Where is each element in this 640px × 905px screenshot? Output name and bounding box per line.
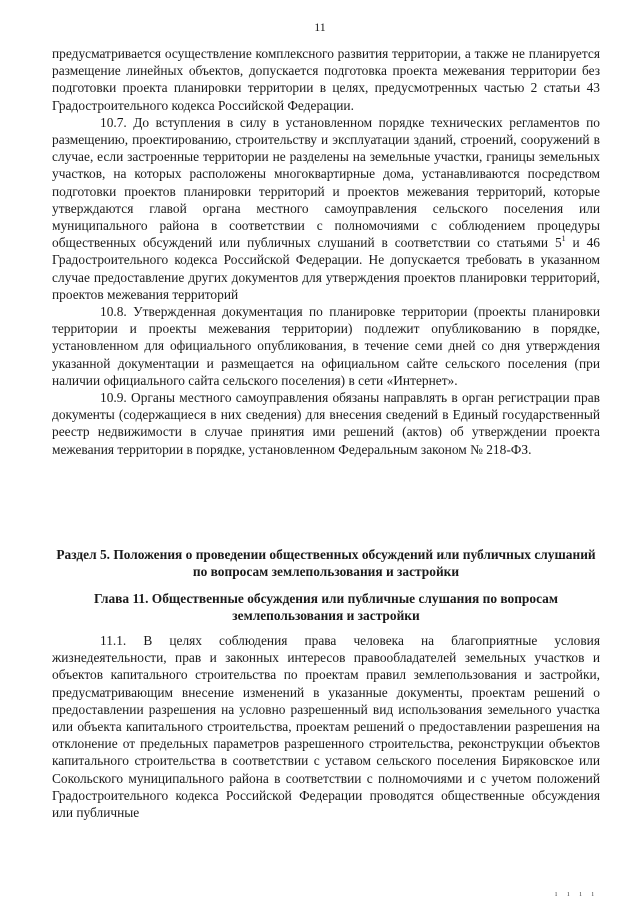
paragraph-11-1: 11.1. В целях соблюдения права человека на благоприятные условия жизнедеятельности, прав и законных интересов правообладателей земельных участков и объектов капитального строительства по проектам правил землепользования и застройки, предусматривающим внесение изменений в указанные документы, проектам решений о предоставлении разрешения на условно разрешенный вид использования земельного участка или объекта капитального строительства, проектам решений о предоставлении разрешения на отклонение от предельных параметров разрешенного строительства, реконструкции объектов капитального строительства в соответствии с уставом сельского поселения Бирякoвское или Сокольского муниципального района в соответствии с полномочиями и с учетом положений Градостроительного кодекса Российской Федерации проводятся общественные обсуждения или публичные xyxy=(52,633,600,821)
body-text-upper xyxy=(52,45,600,458)
paragraph-10-8: 10.8. Утвержденная документация по планировке территории (проекты планировки территории и проекты межевания территории) подлежит опубликованию в порядке, установленном для официального опубликования, в течение семи дней со дня утверждения указанной документации и размещается на официальном сайте сельского поселения (при наличии официального сайта сельского поселения) в сети «Интернет». xyxy=(52,304,600,388)
paragraph-10-7-text: 10.7. До вступления в силу в установленном порядке технических регламентов по размещению, проектированию, строительству и эксплуатации зданий, строений, сооружений в случае, если застроенные территории не разделены на земельные участки, границы земельных участков, на которых расположены многоквартирные дома, устанавливаются посредством подготовки проектов планировки территорий и проектов межевания территорий, которые утверждаются главой органа местного самоуправления сельского поселения или муниципального района в соответствии с полномочиями с соблюдением процедуры общественных обсуждений или публичных слушаний в соответствии со статьями 5 xyxy=(52,114,600,251)
paragraph-10-7 xyxy=(52,114,600,303)
footer-marks: ı ı ı ı xyxy=(555,889,598,898)
page-number: 11 xyxy=(314,20,326,34)
chapter-heading: Глава 11. Общественные обсуждения или публичные слушания по вопросам землепользования и застройки xyxy=(93,591,559,624)
paragraph-10-7-tail: и 46 Градостроительного кодекса Российской Федерации. Не допускается требовать в указанном случае предоставление других документов для утверждения проектов планировки территорий, проектов межевания территорий xyxy=(52,235,600,302)
paragraph-continuation: предусматривается осуществление комплексного развития территории, а также не планируется размещение линейных объектов, допускается подготовка проекта межевания территории без подготовки проекта планировки территории в целях, предусмотренных частью 2 статьи 43 Градостроительного кодекса Российской Федерации. xyxy=(52,46,600,113)
paragraph-10-9: 10.9. Органы местного самоуправления обязаны направлять в орган регистрации прав документы (содержащиеся в них сведения) для внесения сведений в Единый государственный реестр недвижимости в случае принятия ими решений (актов) об утверждении проекта межевания территории в порядке, установленном Федеральным законом № 218-ФЗ. xyxy=(52,390,600,457)
body-text-lower xyxy=(52,632,600,821)
section-heading: Раздел 5. Положения о проведении общественных обсуждений или публичных слушаний по вопросам землепользования и застройки xyxy=(56,547,596,580)
superscript-mark: 1 xyxy=(561,234,566,244)
